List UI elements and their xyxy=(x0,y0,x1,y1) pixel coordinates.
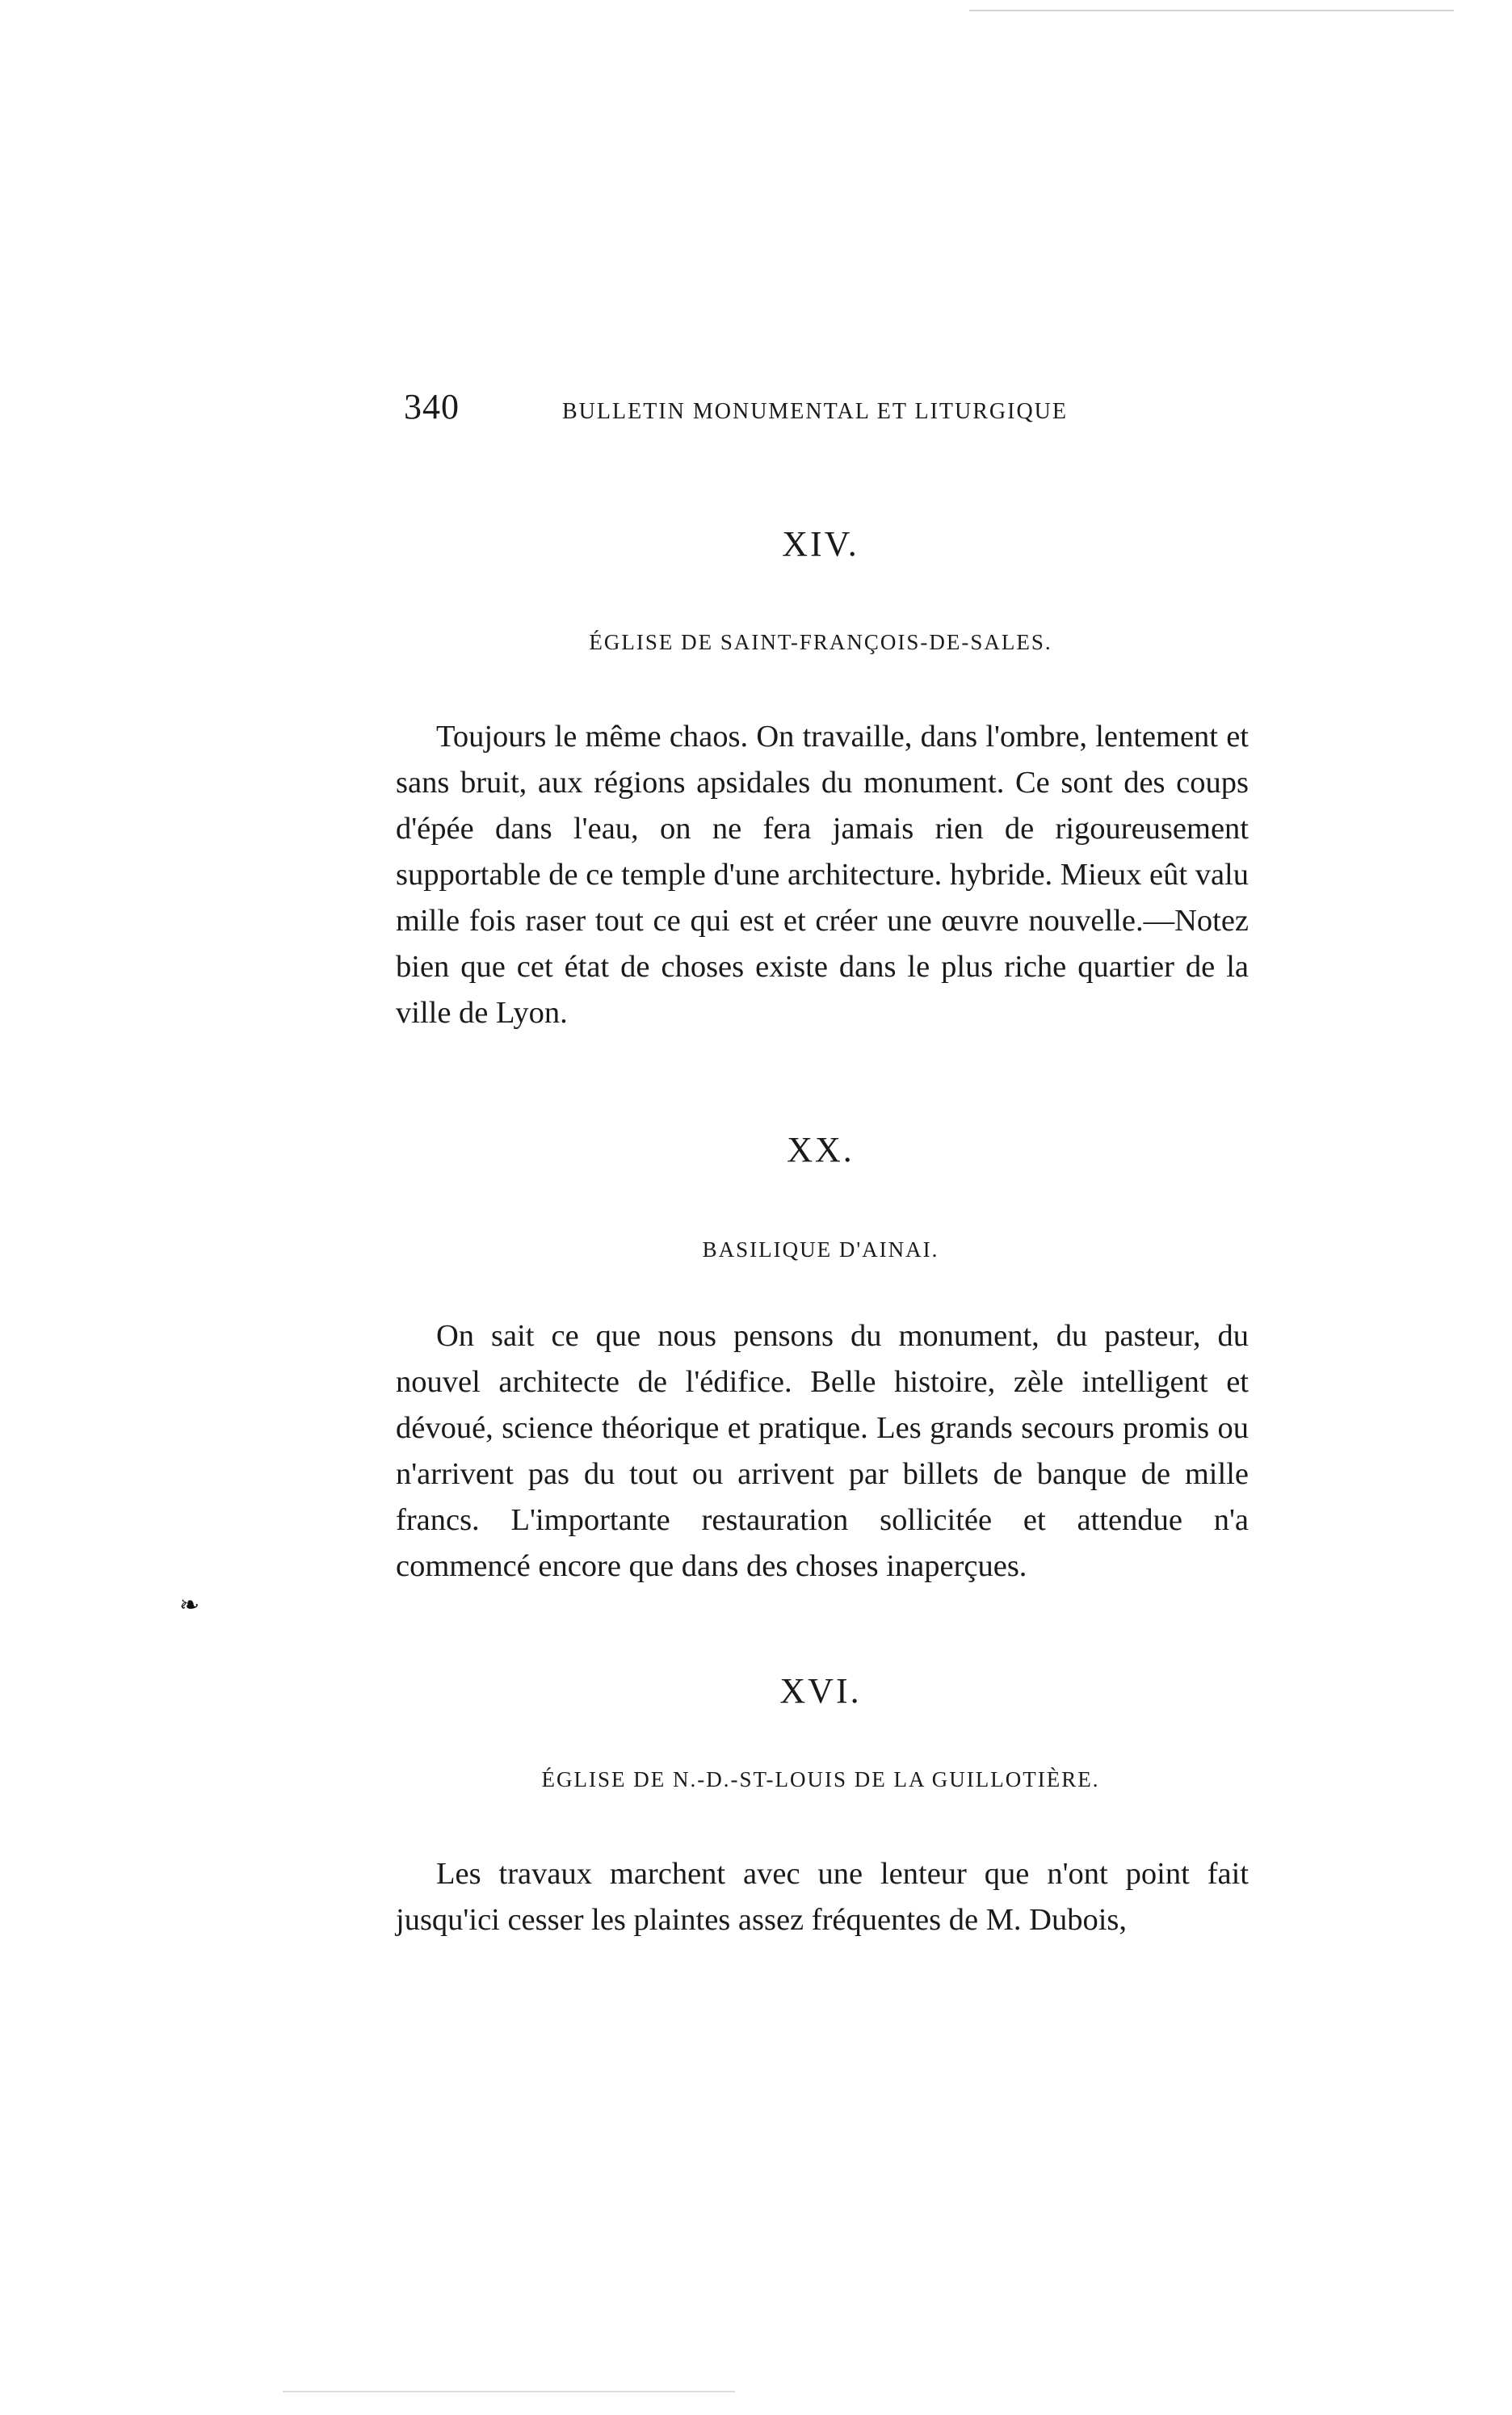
section-number: XVI. xyxy=(779,1671,862,1711)
section-paragraph: On sait ce que nous pensons du monument, du pasteur, du nouvel architecte de l'édifice. Belle histoire, zèle intelligent et dévoué, science théorique et pratique. Les grands secours promis ou n'arrivent pas du tout ou arrivent par billets de banque de mille francs. L'importante restauration sollicitée et attendue n'a commencé encore que dans des choses inaperçues. xyxy=(396,1319,1249,1583)
section-number: XX. xyxy=(787,1130,855,1170)
scan-edge-mark-bottom xyxy=(283,2391,735,2392)
section-title: ÉGLISE DE SAINT-FRANÇOIS-DE-SALES. xyxy=(589,630,1052,654)
section-paragraph: Toujours le même chaos. On travaille, dans l'ombre, lentement et sans bruit, aux régions apsidales du monument. Ce sont des coups d'épée dans l'eau, on ne fera jamais rien de rigoureusement supportable de ce temple d'une architecture. hybride. Mieux eût valu mille fois raser tout ce qui est et créer une œuvre nouvelle.—Notez bien que cet état de choses existe dans le plus riche quartier de la ville de Lyon. xyxy=(396,720,1249,1030)
section-number: XIV. xyxy=(782,524,859,564)
scan-edge-mark-top xyxy=(969,10,1454,11)
running-header xyxy=(404,386,1131,426)
margin-ornament-icon: ❧ xyxy=(179,1592,200,1619)
page-number: 340 xyxy=(404,387,460,426)
section-title: BASILIQUE D'AINAI. xyxy=(702,1237,939,1262)
section-title: ÉGLISE DE N.-D.-ST-LOUIS DE LA GUILLOTIÈRE. xyxy=(541,1767,1100,1791)
section-paragraph: Les travaux marchent avec une lenteur que n'ont point fait jusqu'ici cesser les plaintes assez fréquentes de M. Dubois, xyxy=(396,1857,1249,1937)
running-title: BULLETIN MONUMENTAL ET LITURGIQUE xyxy=(562,399,1068,424)
